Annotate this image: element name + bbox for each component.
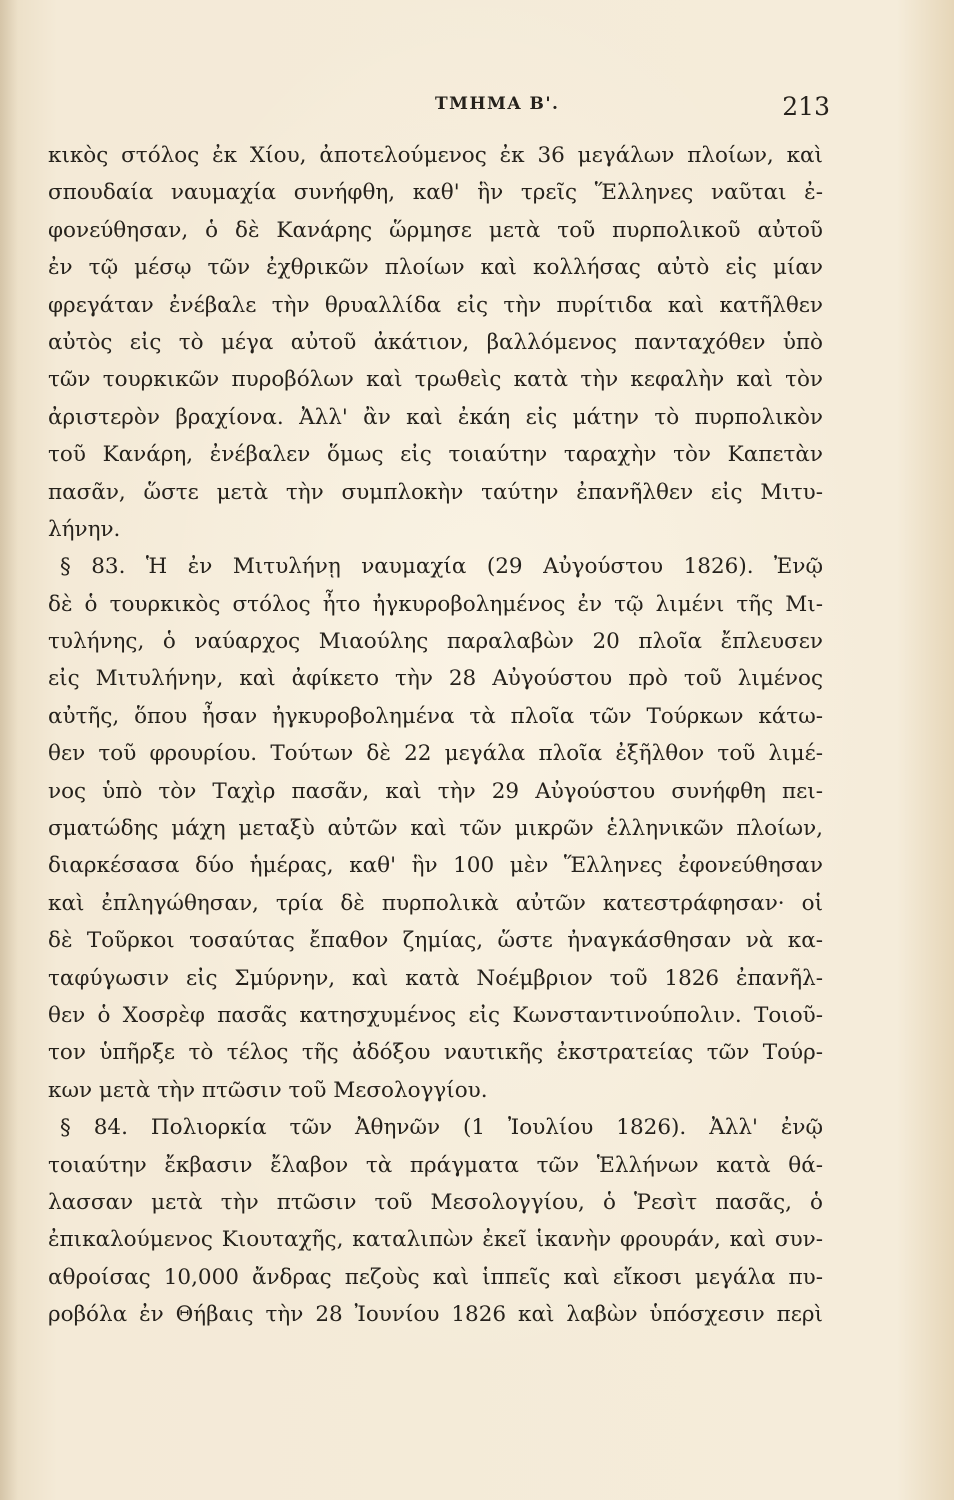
text-line: φρεγάταν ἐνέβαλε τὴν θρυαλλίδα εἰς τὴν πυρίτιδα καὶ κατῆλθεν	[48, 292, 823, 318]
text-line: αθροίσας 10,000 ἄνδρας πεζοὺς καὶ ἱππεῖς καὶ εἴκοσι μεγάλα πυ-	[48, 1264, 823, 1290]
page-edge-shadow	[0, 0, 18, 1500]
text-line: θεν τοῦ φρουρίου. Τούτων δὲ 22 μεγάλα πλοῖα ἐξῆλθον τοῦ λιμέ-	[48, 741, 823, 767]
body-text	[48, 137, 823, 1334]
text-line: πασᾶν, ὥστε μετὰ τὴν συμπλοκὴν ταύτην ἐπανῆλθεν εἰς Μιτυ-	[48, 479, 823, 505]
text-line: τυλήνης, ὁ ναύαρχος Μιαούλης παραλαβὼν 20 πλοῖα ἔπλευσεν	[48, 629, 823, 655]
text-line: λασσαν μετὰ τὴν πτῶσιν τοῦ Μεσολογγίου, ὁ Ῥεσὶτ πασᾶς, ὁ	[48, 1189, 823, 1215]
page-header	[40, 92, 830, 132]
text-line: σματώδης μάχη μεταξὺ αὐτῶν καὶ τῶν μικρῶν ἑλληνικῶν πλοίων,	[48, 816, 823, 842]
text-line: καὶ ἐπληγώθησαν, τρία δὲ πυρπολικὰ αὐτῶν κατεστράφησαν· οἱ	[48, 890, 823, 916]
text-line: φονεύθησαν, ὁ δὲ Κανάρης ὥρμησε μετὰ τοῦ πυρπολικοῦ αὐτοῦ	[48, 217, 823, 243]
text-line: κικὸς στόλος ἐκ Χίου, ἀποτελούμενος ἐκ 36 μεγάλων πλοίων, καὶ	[48, 143, 823, 168]
text-line: αὐτῆς, ὅπου ἦσαν ἠγκυροβολημένα τὰ πλοῖα τῶν Τούρκων κάτω-	[48, 703, 823, 729]
text-line: νος ὑπὸ τὸν Ταχὶρ πασᾶν, καὶ τὴν 29 Αὐγούστου συνήφθη πει-	[48, 778, 823, 804]
text-line: σπουδαία ναυμαχία συνήφθη, καθ' ἣν τρεῖς Ἕλληνες ναῦται ἐ-	[48, 180, 823, 206]
text-line: τοιαύτην ἔκβασιν ἔλαβον τὰ πράγματα τῶν Ἑλλήνων κατὰ θά-	[48, 1152, 823, 1178]
text-line: ἀριστερὸν βραχίονα. Ἀλλ' ἂν καὶ ἐκάη εἰς μάτην τὸ πυρπολικὸν	[48, 404, 823, 430]
text-line: ἐπικαλούμενος Κιουταχῆς, καταλιπὼν ἐκεῖ ἱκανὴν φρουράν, καὶ συν-	[48, 1227, 823, 1253]
text-line: τον ὑπῆρξε τὸ τέλος τῆς ἀδόξου ναυτικῆς ἐκστρατείας τῶν Τούρ-	[48, 1040, 823, 1066]
section-heading-83: § 83. Ἡ ἐν Μιτυλήνῃ ναυμαχία (29 Αὐγούστου 1826). Ἐνῷ	[60, 554, 823, 580]
text-line: λήνην.	[48, 516, 121, 542]
text-line: θεν ὁ Χοσρὲφ πασᾶς κατησχυμένος εἰς Κωνσταντινούπολιν. Τοιοῦ-	[48, 1002, 823, 1028]
text-line: ἐν τῷ μέσῳ τῶν ἐχθρικῶν πλοίων καὶ κολλήσας αὐτὸ εἰς μίαν	[48, 255, 823, 281]
text-line: δὲ Τοῦρκοι τοσαύτας ἔπαθον ζημίας, ὥστε ἠναγκάσθησαν νὰ κα-	[48, 928, 823, 954]
text-line: διαρκέσασα δύο ἡμέρας, καθ' ἣν 100 μὲν Ἕλληνες ἐφονεύθησαν	[48, 853, 823, 879]
text-line: ταφύγωσιν εἰς Σμύρνην, καὶ κατὰ Νοέμβριον τοῦ 1826 ἐπανῆλ-	[48, 965, 823, 991]
page-number: 213	[782, 92, 830, 121]
section-heading-84: § 84. Πολιορκία τῶν Ἀθηνῶν (1 Ἰουλίου 1826). Ἀλλ' ἐνῷ	[60, 1115, 823, 1141]
text-line: δὲ ὁ τουρκικὸς στόλος ἦτο ἠγκυροβολημένος ἐν τῷ λιμένι τῆς Μι-	[48, 591, 823, 617]
text-line: αὐτὸς εἰς τὸ μέγα αὐτοῦ ἀκάτιον, βαλλόμενος πανταχόθεν ὑπὸ	[48, 329, 823, 355]
text-line: εἰς Μιτυλήνην, καὶ ἀφίκετο τὴν 28 Αὐγούστου πρὸ τοῦ λιμένος	[48, 666, 823, 692]
text-line: τῶν τουρκικῶν πυροβόλων καὶ τρωθεὶς κατὰ τὴν κεφαλὴν καὶ τὸν	[48, 367, 823, 393]
text-line: ροβόλα ἐν Θήβαις τὴν 28 Ἰουνίου 1826 καὶ λαβὼν ὑπόσχεσιν περὶ	[48, 1302, 823, 1328]
text-line: κων μετὰ τὴν πτῶσιν τοῦ Μεσολογγίου.	[48, 1077, 488, 1103]
text-line: τοῦ Κανάρη, ἐνέβαλεν ὅμως εἰς τοιαύτην ταραχὴν τὸν Καπετὰν	[48, 442, 823, 468]
running-head: ΤΜΗΜΑ Β'.	[435, 94, 560, 114]
